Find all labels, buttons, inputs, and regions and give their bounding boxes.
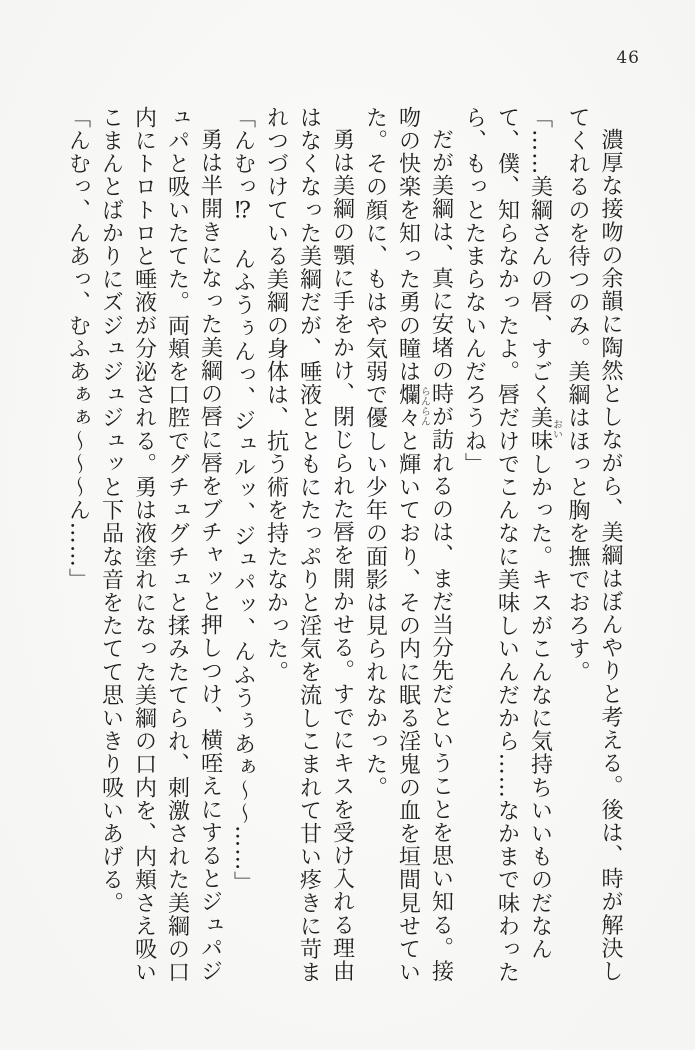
- paragraph: 勇は半開きになった美綱の唇に唇をブチャッと押しつけ、横咥えにするとジュパジュパと吸いたてた。両頬を口腔でグチュグチュと揉みたてられ、刺激された美綱の口内にトロトロと唾液が分泌される。勇は液塗れになった美綱の口内を、内頬さえ吸いこまんとばかりにズジュジュジュッと下品な音をたてて思いきり吸いあげる。: [98, 106, 223, 984]
- paragraph: 「……美綱さんの唇、すごく美味おいしかった。キスがこんなに気持ちいいものだなんて、僕、知らなかったよ。唇だけでこんなに美味しいんだから……なかまで味わったら、もっとたまらないんだろうね」: [461, 106, 562, 984]
- page-number: 46: [616, 48, 640, 68]
- paragraph: だが美綱は、真に安堵の時が訪れるのは、まだ当分先だということを思い知る。接吻の快楽を知った勇の瞳は爛々らんらんと輝いており、その内に眠る淫鬼の血を垣間見せていた。その顔に、もはや気弱で優しい少年の面影は見られなかった。: [362, 106, 454, 984]
- paragraph: 「んむっ⁉ んふうぅんっ、ジュルッ、ジュパッ、んふうぅあぁ～～……」: [230, 106, 256, 895]
- paragraph: 「んむっ、んあっ、むふあぁぁ～～～ん……」: [65, 106, 91, 592]
- furigana-ruby: 爛々らんらん: [395, 383, 430, 430]
- paragraph: 勇は美綱の顎に手をかけ、閉じられた唇を開かせる。すでにキスを受け入れる理由はなくなった美綱だが、唾液とともにたっぷりと淫気を流しこまれて甘い疼きに苛まれつづけている美綱の身体は、抗う術を持たなかった。: [263, 106, 355, 984]
- furigana-ruby: 美味おい: [527, 406, 562, 453]
- paragraph: 濃厚な接吻の余韻に陶然としながら、美綱はぼんやりと考える。後は、時が解決してくれるのを待つのみ。美綱はほっと胸を撫でおろす。: [565, 106, 623, 983]
- text-column-block: [61, 106, 627, 988]
